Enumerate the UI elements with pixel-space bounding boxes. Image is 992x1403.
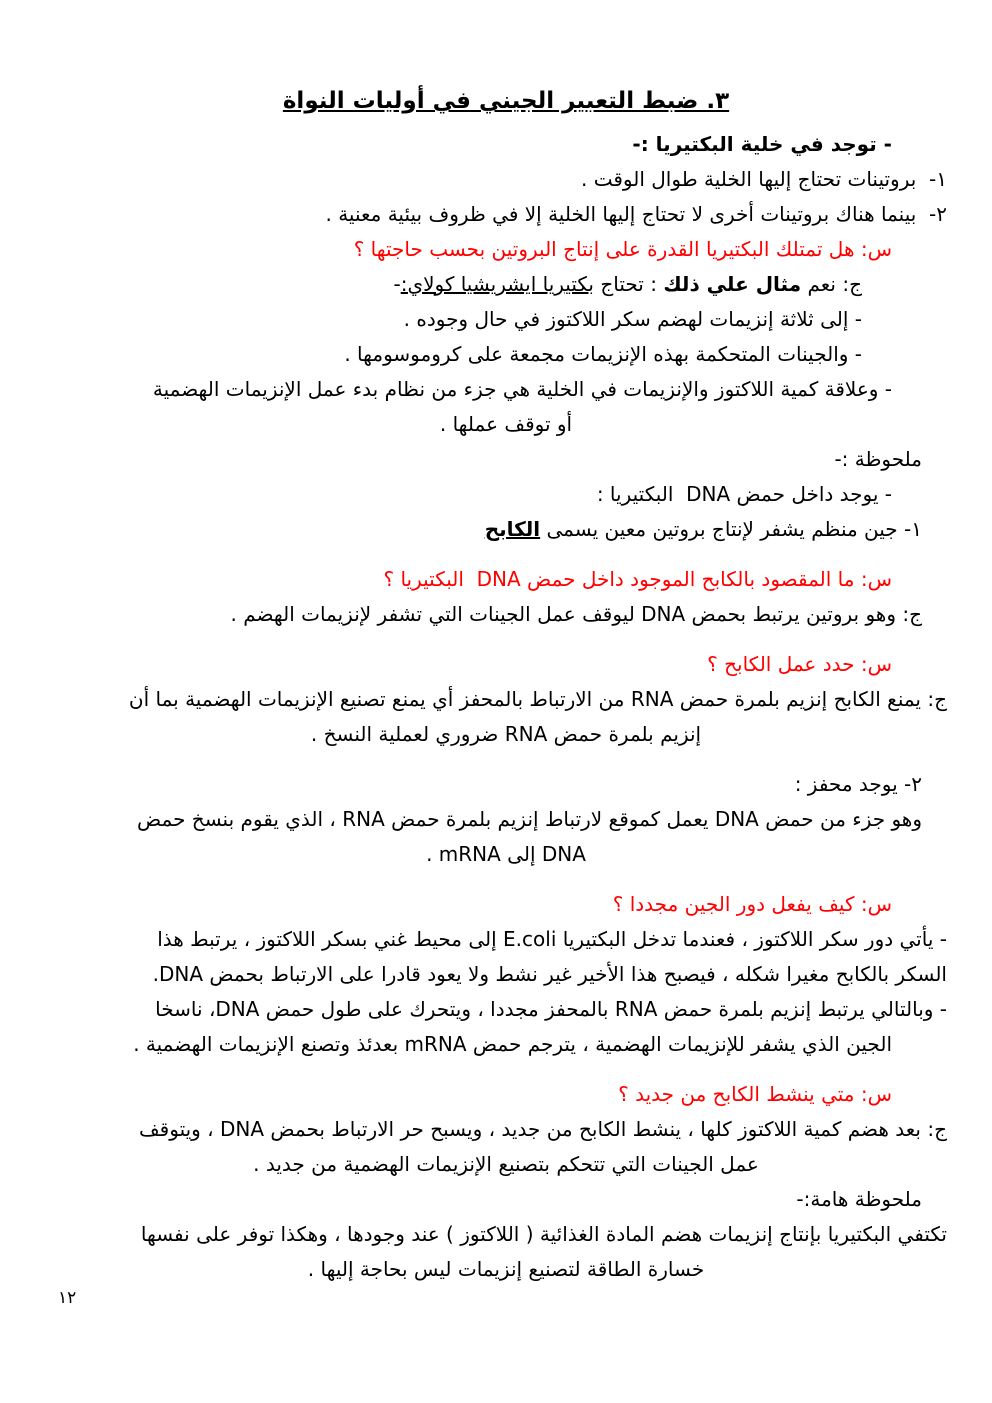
text-line (65, 442, 947, 477)
text-line (65, 127, 947, 162)
body-text: تكتفي البكتيريا بإنتاج إنزيمات هضم المادة الغذائية ( اللاكتوز ) عند وجودها ، وهكذا توفر على نفسها (140, 1222, 947, 1246)
body-text: أو توقف عملها . (439, 412, 573, 436)
body-text: : تحتاج (593, 272, 664, 296)
text-line (65, 1112, 947, 1147)
text-line (65, 837, 947, 872)
text-line (65, 1147, 947, 1182)
body-text: إنزيم بلمرة حمض RNA ضروري لعملية النسخ . (310, 722, 702, 746)
question-text: س: متي ينشط الكابح من جديد ؟ (618, 1082, 892, 1106)
body-text: ج: وهو بروتين يرتبط بحمض DNA ليوقف عمل الجينات التي تشفر لإنزيمات الهضم . (230, 602, 922, 626)
body-text: ٢- بينما هناك بروتينات أخرى لا تحتاج إليها الخلية إلا في ظروف بيئية معنية . (325, 202, 947, 226)
body-text: خسارة الطاقة لتصنيع إنزيمات ليس بحاجة إليها . (307, 1257, 705, 1281)
text-line (65, 512, 947, 547)
body-text: - (393, 272, 401, 296)
text-line (65, 1252, 947, 1287)
body-text: مثال علي ذلك (663, 272, 802, 296)
body-text: ٢- يوجد محفز : (794, 772, 922, 796)
body-text: الجين الذي يشفر للإنزيمات الهضمية ، يترجم حمض mRNA بعدئذ وتصنع الإنزيمات الهضمية . (133, 1032, 892, 1056)
question-line (65, 887, 947, 922)
text-line (65, 1027, 947, 1062)
body-text: - وعلاقة كمية اللاكتوز والإنزيمات في الخلية هي جزء من نظام بدء عمل الإنزيمات الهضمية (152, 377, 892, 401)
body-text: عمل الجينات التي تتحكم بتصنيع الإنزيمات الهضمية من جديد . (253, 1152, 759, 1176)
body-text: وهو جزء من حمض DNA يعمل كموقع لارتباط إنزيم بلمرة حمض RNA ، الذي يقوم بنسخ حمض (137, 807, 922, 831)
body-text: السكر بالكابح مغيرا شكله ، فيصبح هذا الأخير غير نشط ولا يعود قادرا على الارتباط بحمض DNA. (152, 962, 947, 986)
text-line (65, 267, 947, 302)
page-number: ١٢ (58, 1288, 77, 1308)
body-text: ١- جين منظم يشفر لإنتاج بروتين معين يسمى (540, 517, 922, 541)
text-line (65, 197, 947, 232)
body-text: - يأتي دور سكر اللاكتوز ، فعندما تدخل البكتيريا E.coli إلى محيط غني بسكر اللاكتوز ، يرتبط هذا (157, 927, 947, 951)
body-text: DNA إلى mRNA . (426, 842, 586, 866)
body-text: ١- بروتينات تحتاج إليها الخلية طوال الوقت . (581, 167, 947, 191)
question-line (65, 232, 947, 267)
text-line (65, 957, 947, 992)
body-text: ملحوظة :- (834, 447, 922, 471)
body-text: - يوجد داخل حمض DNA البكتيريا : (596, 482, 892, 506)
text-line (65, 597, 947, 632)
body-text: - توجد في خلية البكتيريا :- (632, 132, 892, 156)
text-line (65, 407, 947, 442)
body-text: ج: يمنع الكابح إنزيم بلمرة حمض RNA من الارتباط بالمحفز أي يمنع تصنيع الإنزيمات الهضمية بما أن (128, 687, 947, 711)
question-line (65, 647, 947, 682)
body-text: الكابح (484, 517, 541, 541)
text-line (65, 302, 947, 337)
question-text: س: حدد عمل الكابح ؟ (707, 652, 892, 676)
text-line (65, 1217, 947, 1252)
body-text: بكتيريا ايشريشيا كولاي: (400, 272, 594, 296)
document-body (65, 127, 947, 1287)
text-line (65, 477, 947, 512)
question-line (65, 1077, 947, 1112)
page-title: ٣. ضبط التعبير الجيني في أوليات النواة (282, 88, 730, 114)
text-line (65, 767, 947, 802)
text-line (65, 992, 947, 1027)
body-text: - إلى ثلاثة إنزيمات لهضم سكر اللاكتوز في حال وجوده . (403, 307, 862, 331)
question-text: س: هل تمتلك البكتيريا القدرة على إنتاج البروتين بحسب حاجتها ؟ (353, 237, 892, 261)
body-text: ج: بعد هضم كمية اللاكتوز كلها ، ينشط الكابح من جديد ، ويسبح حر الارتباط بحمض DNA ، ويتوقف (138, 1117, 947, 1141)
text-line (65, 802, 947, 837)
text-line (65, 337, 947, 372)
question-text: س: كيف يفعل دور الجين مجددا ؟ (612, 892, 892, 916)
text-line (65, 717, 947, 752)
document-content (65, 84, 947, 1287)
text-line (65, 162, 947, 197)
text-line (65, 922, 947, 957)
body-text: - والجينات المتحكمة بهذه الإنزيمات مجمعة على كروموسومها . (344, 342, 862, 366)
text-line (65, 1182, 947, 1217)
body-text: ج: نعم (801, 272, 862, 296)
text-line (65, 682, 947, 717)
question-line (65, 562, 947, 597)
text-line (65, 372, 947, 407)
body-text: ملحوظة هامة:- (796, 1187, 922, 1211)
body-text: - وبالتالي يرتبط إنزيم بلمرة حمض RNA بالمحفز مجددا ، ويتحرك على طول حمض DNA، ناسخا (155, 997, 947, 1021)
question-text: س: ما المقصود بالكابح الموجود داخل حمض DNA البكتيريا ؟ (383, 567, 892, 591)
